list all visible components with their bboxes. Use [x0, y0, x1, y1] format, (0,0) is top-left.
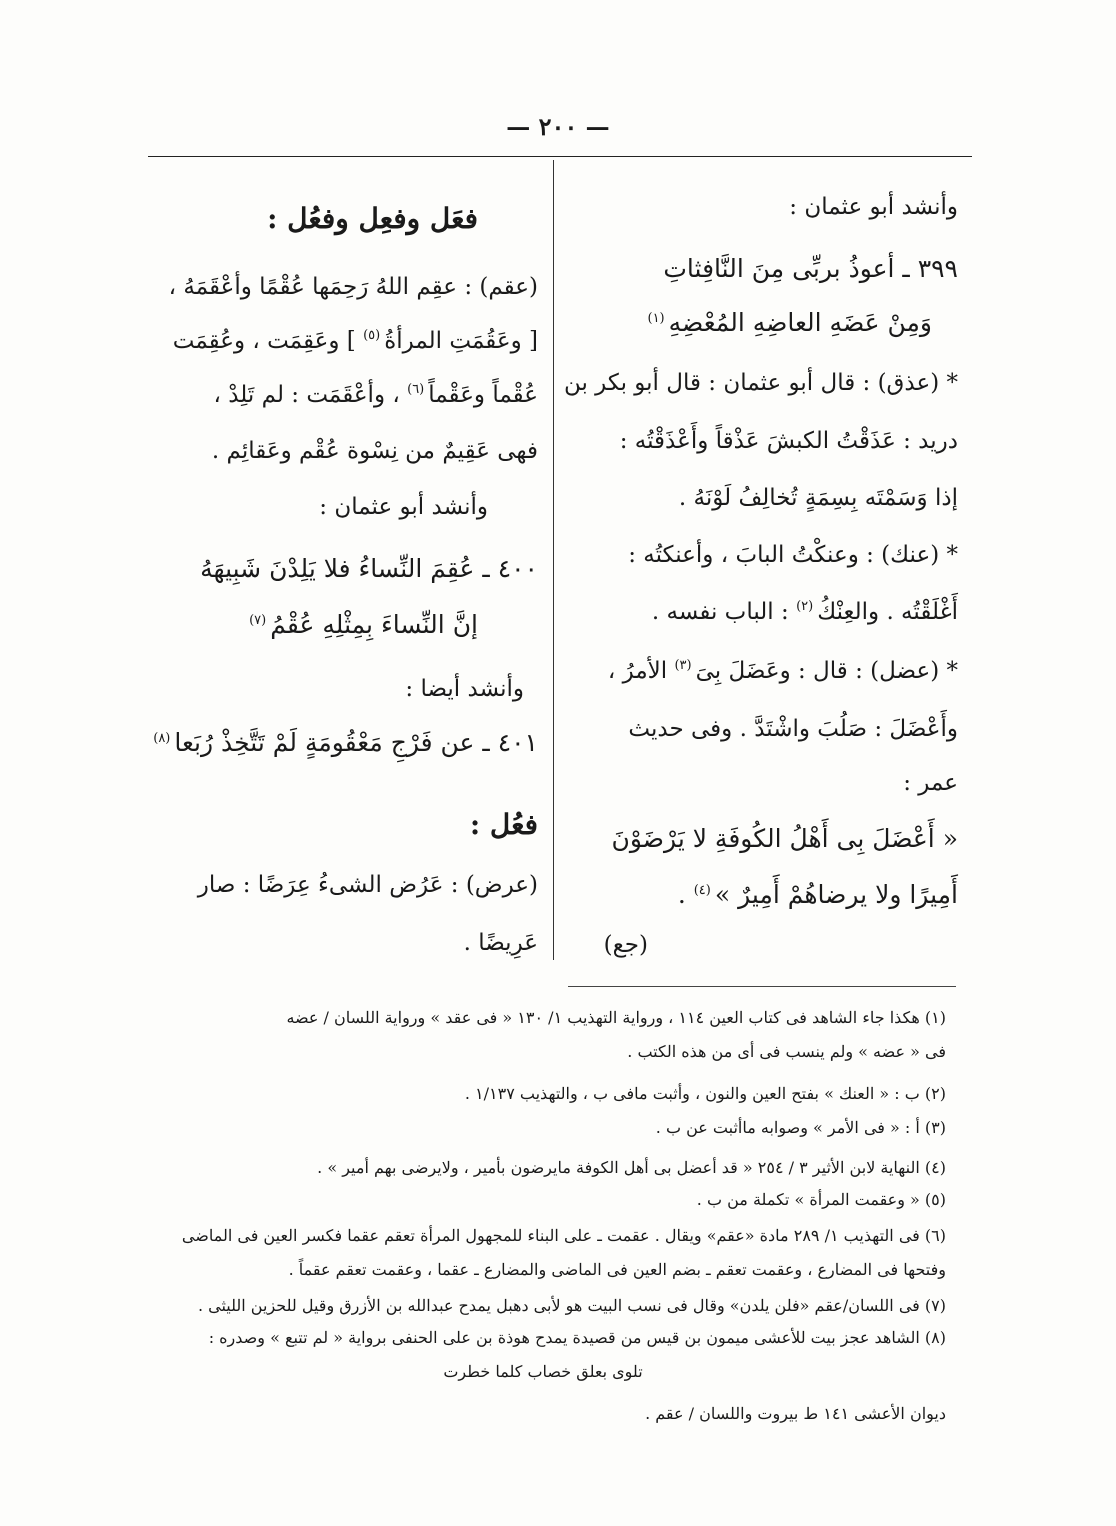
footnote: (٣) أ : « فى الأمر » وصوابه ماأثبت عن ب .: [655, 1118, 946, 1137]
entry-line: (عرض) : عَرُض الشىءُ عِرَضًا : صار: [197, 872, 538, 898]
footnote-ref: (٤): [693, 882, 711, 898]
footnote-ref: (٢): [796, 599, 814, 615]
verse-line: ٤٠١ ـ عن فَرْجِ مَعْقُومَةٍ لَمْ تَتَّخِذْ رُبَعا$^{(٨)}$: [153, 728, 538, 757]
footnote-ref: (٧): [249, 612, 267, 628]
footnote: (٤) النهاية لابن الأثير ٣ / ٢٥٤ « قد أعضل بى أهل الكوفة مايرضون بأمير ، ولايرضى بهم أمير » .: [317, 1158, 946, 1177]
top-rule: [148, 156, 972, 157]
text-line: عمر :: [903, 770, 958, 796]
text-line: وأنشد أيضا :: [405, 676, 524, 702]
text-line: وأنشد أبو عثمان :: [319, 494, 488, 520]
entry-line: * (عذق) : قال أبو عثمان : قال أبو بكر بن: [563, 370, 958, 396]
footnote-ref: (٦): [407, 382, 425, 398]
text-line: دريد : عَذَقْتُ الكبشَ عَذْقاً وأَعْذَقْتُه :: [619, 428, 958, 454]
footnote: (٧) فى اللسان/عقم «فلن يلدن» وقال فى نسب البيت هو لأبى دهبل يمدح عبدالله بن الأزرق وقيل للحزين الليثى .: [197, 1296, 946, 1315]
page-number: — ٢٠٠ —: [506, 112, 610, 141]
text-line: عَرِيضًا .: [463, 930, 538, 956]
quote-line: « أَعْضَلَ بِى أَهْلُ الكُوفَةِ لا يَرْضَوْنَ: [611, 824, 958, 853]
footnote: (١) هكذا جاء الشاهد فى كتاب العين ١١٤ ، ورواية التهذيب ١/ ١٣٠ « فى عقد » ورواية اللسان / عضه: [286, 1008, 946, 1027]
entry-line: * (عضل) : قال : وعَضَلَ بِىَ$^{(٣)}$ الأمرُ ،: [607, 658, 958, 684]
footnote-ref: (٥): [363, 328, 381, 344]
text-line: [ وعَقُمَتِ المرأةُ$^{(٥)}$ ] وعَقِمَت ، وعُقِمَت: [172, 328, 538, 354]
verse-line: ٤٠٠ ـ عُقِمَ النِّساءُ فلا يَلِدْنَ شَبِيهَهُ: [200, 554, 538, 583]
section-marker: (جع): [603, 932, 648, 958]
text-line: وأنشد أبو عثمان :: [789, 194, 958, 220]
text-line: وأَعْضَلَ : صَلُبَ واشْتَدَّ . وفى حديث: [628, 716, 958, 742]
footnote-ref: (١): [647, 310, 665, 326]
footnote: (٢) ب : « العنك » بفتح العين والنون ، وأثبت مافى ب ، والتهذيب ١/١٣٧ .: [464, 1084, 946, 1103]
text-line: عُقْماً وعَقْماً$^{(٦)}$ ، وأعْقَمَت : لم تَلِدْ ،: [213, 382, 538, 408]
verse-line: إنَّ النِّساءَ بِمِثْلِهِ عُقْمُ$^{(٧)}$: [249, 610, 478, 639]
footnote: فى « عضه » ولم ينسب فى أى من هذه الكتب .: [627, 1042, 946, 1061]
text-line: فهى عَقِيمٌ من نِسْوة عُقْم وعَقائِم .: [211, 438, 538, 464]
footnote: (٨) الشاهد عجز بيت للأعشى ميمون بن قيس من قصيدة يمدح هوذة بن على الحنفى برواية « لم تتبع » وصدره :: [208, 1328, 946, 1347]
section-heading: فعُل :: [469, 808, 538, 841]
footnote-ref: (٣): [674, 658, 692, 674]
text-line: أَغْلَقْتُه . والعِنْكُ$^{(٢)}$ : الباب نفسه .: [651, 599, 958, 625]
quote-line: أَمِيرًا ولا يرضاهُمْ أَمِيرٌ »$^{(٤)}$ .: [677, 880, 958, 909]
verse-line: ٣٩٩ ـ أعوذُ بربِّى مِنَ النَّافِثاتِ: [663, 254, 958, 283]
verse-line: وَمِنْ عَضَهِ العاضِهِ المُعْضِهِ$^{(١)}$: [647, 308, 932, 337]
footnote-verse: تلوى بعلق خصاب كلما خطرت: [443, 1362, 643, 1381]
entry-line: * (عنك) : وعنكْتُ البابَ ، وأعنكتُه :: [628, 542, 958, 568]
section-heading: فعَل وفعِل وفعُل :: [267, 202, 478, 235]
column-divider: [553, 160, 554, 960]
footnote-ref: (٨): [153, 730, 171, 746]
text-line: إذا وَسَمْتَه بِسِمَةٍ تُخالِفُ لَوْنَهُ .: [678, 485, 958, 511]
footnote: (٥) « وعقمت المرأة » تكملة من ب .: [696, 1190, 946, 1209]
footnote: (٦) فى التهذيب ١/ ٢٨٩ مادة «عقم» ويقال . عقمت ـ على البناء للمجهول المرأة تعقم عقما فكسر العين فى الماضى: [181, 1226, 946, 1245]
entry-line: (عقم) : عقِم اللهُ رَحِمَها عُقْمًا وأعْقَمَهُ ،: [168, 274, 538, 300]
footnote: ديوان الأعشى ١٤١ ط بيروت واللسان / عقم .: [645, 1404, 946, 1423]
footnote-rule: [568, 986, 956, 987]
footnote: وفتحها فى المضارع ، وعقمت تعقم ـ بضم العين فى الماضى والمضارع ـ عقما ، وعقمت تعقم عقماً .: [288, 1260, 946, 1279]
